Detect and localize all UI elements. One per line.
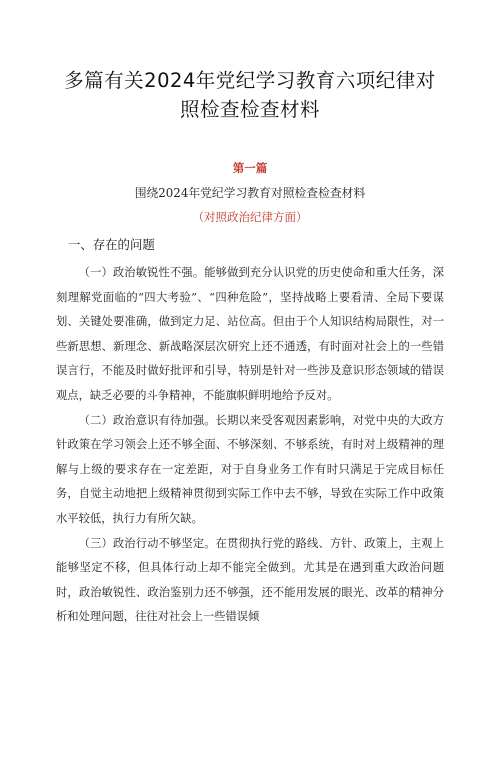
- paren-note: （对照政治纪律方面）: [192, 210, 308, 224]
- document-title: [56, 66, 444, 124]
- paragraph-1: （一）政治敏锐性不强。能够做到充分认识党的历史使命和重大任务，深刻理解党面临的“四大考验”、“四种危险”，坚持战略上要看清、全局下要谋划、关键处要准确，做到定力足、站位高。但由于个人知识结构局限性，对一些新思想、新理念、新战略深层次研究上还不通透，有时面对社会上的一些错误言行，不能及时做好批评和引导，特别是针对一些涉及意识形态领域的错误观点，缺乏必要的斗争精神，不能旗帜鲜明地给予反对。: [56, 266, 444, 402]
- title-line-2: 照检查检查材料: [179, 98, 320, 121]
- paragraph-2: （二）政治意识有待加强。长期以来受客观因素影响，对党中央的大政方针政策在学习领会上还不够全面、不够深刻、不够系统，有时对上级精神的理解与上级的要求存在一定差距，对于自身业务工作有时只满足于完成目标任务，自觉主动地把上级精神贯彻到实际工作中去不够，导致在实际工作中政策水平较低，执行力有所欠缺。: [56, 413, 444, 525]
- document-page: [0, 66, 500, 773]
- part-label: 第一篇: [232, 161, 268, 175]
- section-heading: 一、存在的问题: [68, 237, 155, 252]
- title-line-1: 多篇有关2024年党纪学习教育六项纪律对: [64, 69, 436, 92]
- paragraph-3: （三）政治行动不够坚定。在贯彻执行党的路线、方针、政策上，主观上能够坚定不移，但具体行动上却不能完全做到。尤其是在遇到重大政治问题时，政治敏锐性、政治鉴别力还不够强，还不能用发展的眼光、改革的精神分析和处理问题，往往对社会上一些错误倾: [56, 536, 444, 624]
- document-subtitle: 围绕2024年党纪学习教育对照检查检查材料: [134, 186, 366, 200]
